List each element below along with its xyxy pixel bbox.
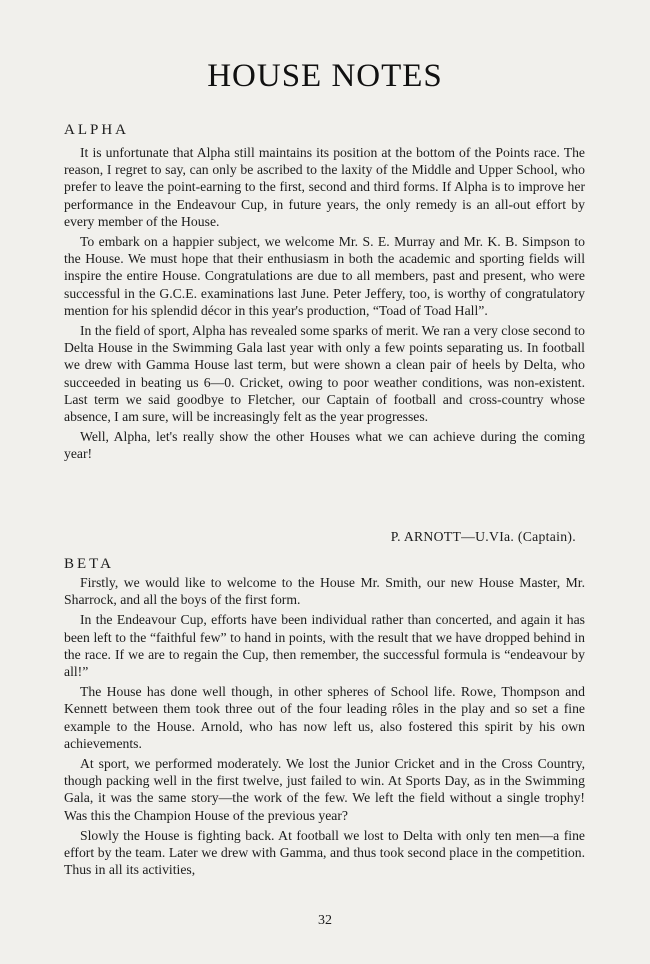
alpha-body	[64, 144, 585, 466]
beta-body	[64, 574, 585, 881]
page-number: 32	[318, 913, 332, 928]
alpha-paragraph: To embark on a happier subject, we welcome Mr. S. E. Murray and Mr. K. B. Simpson to the House. We must hope that their enthusiasm in both the academic and sporting fields will inspire the entire House. Congratulations are due to all members, past and present, who were successful in the G.C.E. examinations last June. Peter Jeffery, too, is worthy of congratulatory mention for his splendid décor in this year's production, “Toad of Toad Hall”.	[64, 234, 585, 318]
section-heading-alpha: ALPHA	[64, 122, 130, 138]
alpha-paragraph: In the field of sport, Alpha has revealed some sparks of merit. We ran a very close second to Delta House in the Swimming Gala last year with only a few points separating us. In football we drew with Gamma House last term, but were shown a clean pair of heels by Delta, who succeeded in beating us 6—0. Cricket, owing to poor weather conditions, was non-existent. Last term we said goodbye to Fletcher, our Captain of football and cross-country whose absence, I am sure, will be increasingly felt as the year progresses.	[64, 323, 585, 425]
section-heading-beta: BETA	[64, 556, 114, 572]
beta-paragraph: The House has done well though, in other spheres of School life. Rowe, Thompson and Kennett between them took three out of the four leading rôles in the play and so set a fine example to the House. Arnold, who has now left us, also fostered this spirit by his own achievements.	[64, 684, 585, 751]
alpha-paragraph: Well, Alpha, let's really show the other Houses what we can achieve during the coming year!	[64, 429, 585, 462]
beta-paragraph: In the Endeavour Cup, efforts have been individual rather than concerted, and again it has been left to the “faithful few” to hand in points, with the result that we have dropped behind in the race. If we are to regain the Cup, then remember, the successful formula is “endeavour by all!”	[64, 612, 585, 680]
page-title: HOUSE NOTES	[207, 58, 443, 94]
beta-paragraph: At sport, we performed moderately. We lost the Junior Cricket and in the Cross Country, though packing well in the first twelve, just failed to win. At Sports Day, as in the Swimming Gala, it was the same story—the work of the few. We left the field without a single trophy! Was this the Champion House of the previous year?	[64, 756, 585, 823]
alpha-signature: P. ARNOTT—U.VIa. (Captain).	[390, 529, 576, 544]
alpha-paragraph: It is unfortunate that Alpha still maintains its position at the bottom of the Points race. The reason, I regret to say, can only be ascribed to the laxity of the Middle and Upper School, who prefer to leave the point-earning to the first, second and third forms. If Alpha is to improve her performance in the Endeavour Cup, in future years, the only remedy is an all-out effort by every member of the House.	[64, 145, 585, 229]
beta-paragraph: Slowly the House is fighting back. At football we lost to Delta with only ten men—a fine effort by the team. Later we drew with Gamma, and thus took second place in the competition. Thus in all its activities,	[64, 827, 585, 878]
beta-paragraph: Firstly, we would like to welcome to the House Mr. Smith, our new House Master, Mr. Sharrock, and all the boys of the first form.	[64, 575, 585, 608]
